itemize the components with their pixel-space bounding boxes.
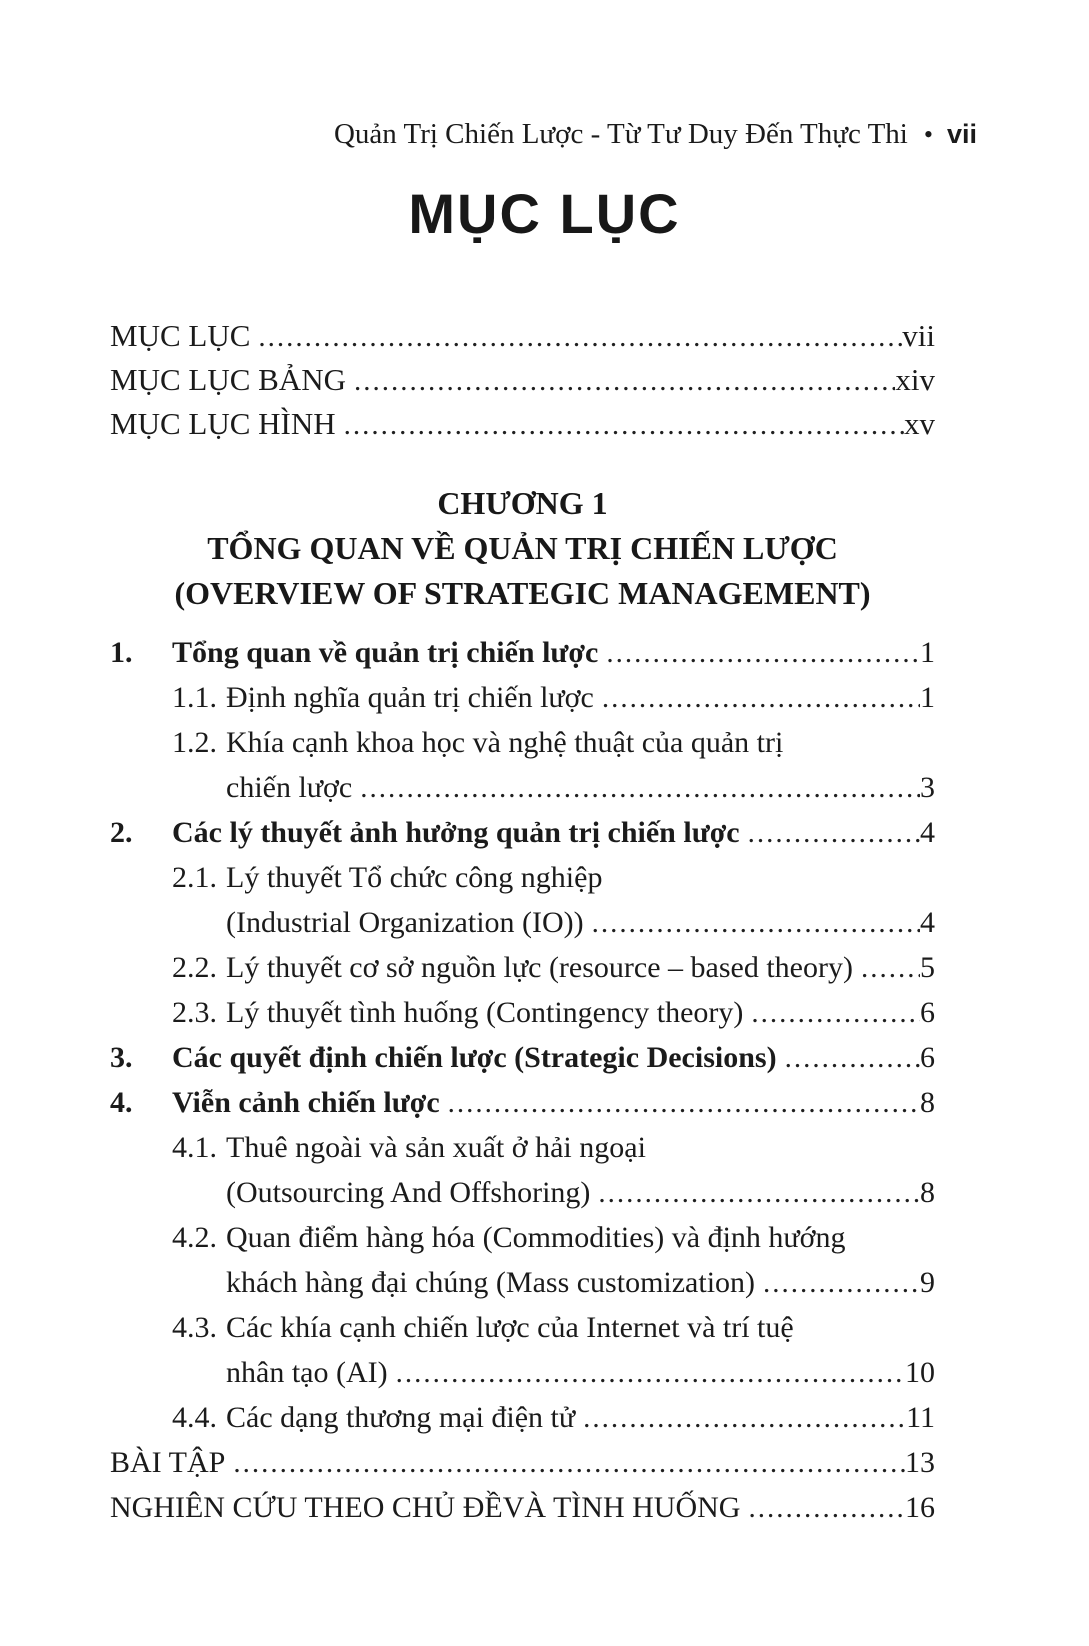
toc-entry-title: Lý thuyết tình huống (Contingency theory)	[226, 996, 744, 1029]
chapter-heading	[110, 481, 935, 616]
dot-leader	[748, 1485, 905, 1531]
front-matter-list	[110, 314, 935, 446]
toc-entry	[110, 1395, 935, 1440]
toc-entry-title: Thuê ngoài và sản xuất ở hải ngoại	[226, 1131, 646, 1164]
toc-entry-title: Lý thuyết Tổ chức công nghiệp	[226, 861, 603, 894]
toc-entry	[110, 720, 935, 765]
page-title: MỤC LỤC	[408, 182, 681, 245]
toc-entry-page: 4	[920, 906, 935, 939]
entry-page: xv	[904, 406, 935, 441]
toc-entry-title: (Outsourcing And Offshoring)	[226, 1176, 591, 1209]
toc-entry-continuation	[110, 1260, 935, 1305]
toc-entry-page: 5	[920, 951, 935, 984]
toc-entry	[110, 1485, 935, 1530]
dot-leader	[763, 1260, 920, 1306]
toc-entry-title: nhân tạo (AI)	[226, 1356, 388, 1389]
toc-entry-number: 4.1.	[172, 1131, 217, 1164]
dot-leader	[396, 1350, 905, 1396]
toc-entry	[110, 1080, 935, 1125]
toc-entry-title: Tổng quan về quản trị chiến lược	[172, 636, 599, 669]
entry-page: xiv	[895, 362, 935, 397]
toc-entry-page: 9	[920, 1266, 935, 1299]
toc-entry-number: 4.3.	[172, 1311, 217, 1344]
dot-leader	[748, 810, 920, 856]
toc-entry-continuation	[110, 1170, 935, 1215]
toc-entry-title: khách hàng đại chúng (Mass customization)	[226, 1266, 756, 1299]
toc-entry-number: 1.	[110, 636, 133, 669]
chapter-subtitle: (OVERVIEW OF STRATEGIC MANAGEMENT)	[174, 575, 871, 611]
toc-entry-page: 1	[920, 636, 935, 669]
toc-entry-number: 3.	[110, 1041, 133, 1074]
toc-entry-page: 4	[920, 816, 935, 849]
toc-entry-title: Viễn cảnh chiến lược	[172, 1086, 440, 1119]
toc-entry-title: Các quyết định chiến lược (Strategic Decisions)	[172, 1041, 777, 1074]
toc-entry	[110, 990, 935, 1035]
dot-leader	[598, 1170, 920, 1216]
toc-entry-title: Các lý thuyết ảnh hưởng quản trị chiến lược	[172, 816, 740, 849]
toc-entry	[110, 810, 935, 855]
dot-leader	[751, 990, 920, 1036]
toc-list	[110, 630, 935, 1530]
toc-entry-number: 1.1.	[172, 681, 217, 714]
toc-entry-continuation	[110, 1350, 935, 1395]
toc-entry-number: 2.2.	[172, 951, 217, 984]
toc-entry	[110, 630, 935, 675]
dot-leader	[785, 1035, 920, 1081]
toc-entry-title: BÀI TẬP	[110, 1446, 226, 1479]
bullet-separator: •	[923, 120, 933, 149]
toc-entry-number: 4.	[110, 1086, 133, 1119]
dot-leader	[448, 1080, 920, 1126]
toc-entry-page: 10	[905, 1356, 935, 1389]
chapter-kicker: CHƯƠNG 1	[437, 485, 608, 521]
toc-entry-page: 16	[905, 1491, 935, 1524]
toc-entry-number: 2.1.	[172, 861, 217, 894]
front-matter-entry	[110, 314, 935, 358]
chapter-title: TỔNG QUAN VỀ QUẢN TRỊ CHIẾN LƯỢC	[207, 530, 838, 566]
toc-entry-page: 13	[905, 1446, 935, 1479]
dot-leader	[602, 675, 920, 721]
entry-page: vii	[902, 318, 935, 353]
toc-entry-continuation	[110, 765, 935, 810]
toc-entry-page: 11	[906, 1401, 935, 1434]
toc-entry-title: Các khía cạnh chiến lược của Internet và trí tuệ	[226, 1311, 794, 1344]
running-header-page-number: vii	[946, 119, 977, 149]
toc-entry-page: 6	[920, 996, 935, 1029]
toc-entry	[110, 945, 935, 990]
entry-label: MỤC LỤC HÌNH	[110, 406, 336, 441]
front-matter-entry	[110, 402, 935, 446]
dot-leader	[606, 630, 920, 676]
dot-leader	[344, 402, 904, 447]
toc-entry	[110, 1305, 935, 1350]
toc-entry	[110, 1440, 935, 1485]
dot-leader	[861, 945, 920, 991]
toc-entry-number: 2.	[110, 816, 133, 849]
toc-entry-title: Định nghĩa quản trị chiến lược	[226, 681, 594, 714]
dot-leader	[258, 314, 902, 359]
toc-entry-number: 1.2.	[172, 726, 217, 759]
toc-entry-page: 1	[920, 681, 935, 714]
toc-entry	[110, 1035, 935, 1080]
dot-leader	[583, 1395, 906, 1441]
toc-entry	[110, 1215, 935, 1260]
toc-entry-number: 4.2.	[172, 1221, 217, 1254]
dot-leader	[360, 765, 920, 811]
toc-entry	[110, 855, 935, 900]
entry-label: MỤC LỤC BẢNG	[110, 362, 346, 397]
toc-entry-title: Các dạng thương mại điện tử	[226, 1401, 576, 1434]
toc-entry-page: 8	[920, 1086, 935, 1119]
running-header	[334, 116, 977, 153]
dot-leader	[592, 900, 920, 946]
toc-entry-title: (Industrial Organization (IO))	[226, 906, 584, 939]
toc-entry-title: Quan điểm hàng hóa (Commodities) và định hướng	[226, 1221, 846, 1254]
front-matter-entry	[110, 358, 935, 402]
toc-entry-page: 6	[920, 1041, 935, 1074]
toc-entry-title: NGHIÊN CỨU THEO CHỦ ĐỀVÀ TÌNH HUỐNG	[110, 1491, 741, 1524]
toc-entry-title: chiến lược	[226, 771, 353, 804]
toc-entry-number: 4.4.	[172, 1401, 217, 1434]
toc-entry-title: Lý thuyết cơ sở nguồn lực (resource – based theory)	[226, 951, 853, 984]
toc-entry-title: Khía cạnh khoa học và nghệ thuật của quản trị	[226, 726, 784, 759]
running-header-title: Quản Trị Chiến Lược - Từ Tư Duy Đến Thực Thi	[333, 118, 908, 150]
toc-entry-page: 8	[920, 1176, 935, 1209]
dot-leader	[233, 1440, 905, 1486]
toc-entry	[110, 675, 935, 720]
toc-entry-number: 2.3.	[172, 996, 217, 1029]
dot-leader	[354, 358, 895, 403]
entry-label: MỤC LỤC	[110, 318, 251, 353]
toc-entry-page: 3	[920, 771, 935, 804]
toc-entry-continuation	[110, 900, 935, 945]
toc-entry	[110, 1125, 935, 1170]
